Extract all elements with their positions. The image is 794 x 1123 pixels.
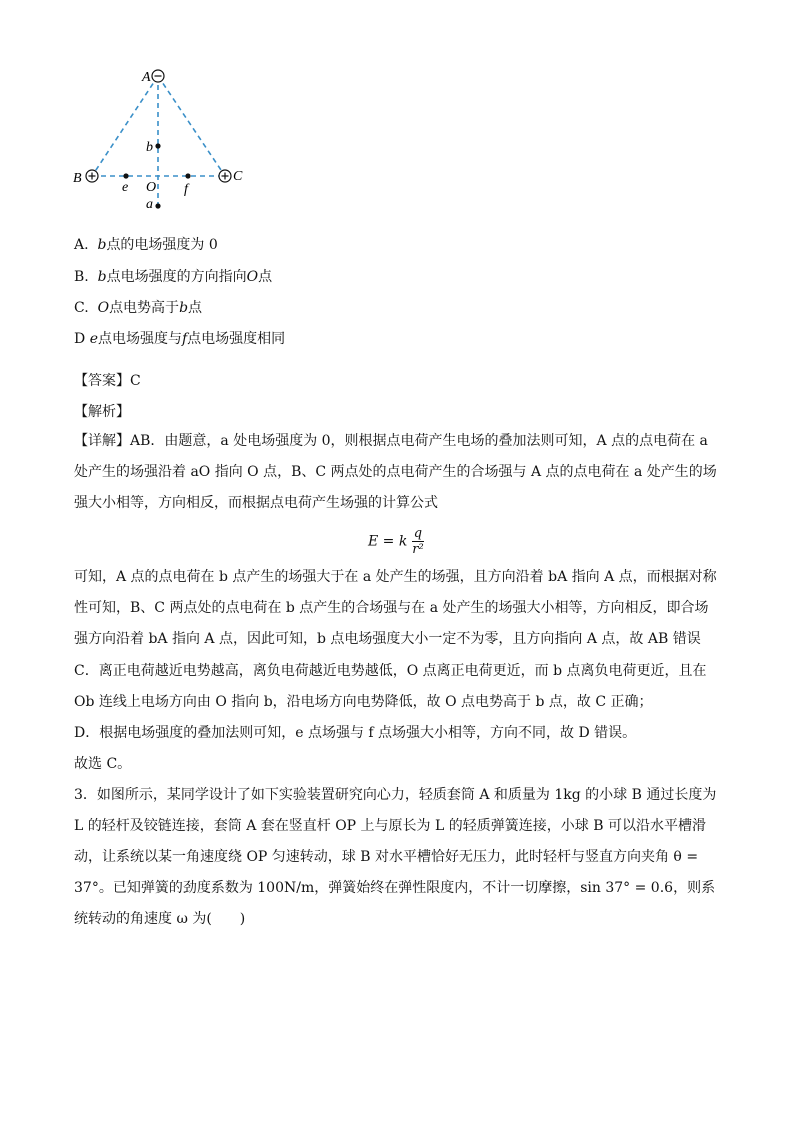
answer-value: C [130,373,141,389]
detail-paragraph-4: D．根据电场强度的叠加法则可知，e 点场强与 f 点场强大小相等，方向不同，故 D 错误。 [74,725,637,741]
label-b: b [146,140,153,155]
label-A: A [142,70,151,85]
detail-paragraph-2: 可知，A 点的点电荷在 b 点产生的场强大于在 a 处产生的场强，且方向沿着 bA 指向 A 点，而根据对称性可知，B、C 两点处的点电荷在 b 点产生的合场强与在 a 处产生的场强大小相等，方向相反，即合场强方向沿着 bA 指向 A 点，因此可知，b 点电场强度大小一定不为零，且方向指向 A 点，故 AB 错误 [74,569,717,647]
line-A-C [158,76,225,176]
charge-B-positive [86,170,98,182]
option-c: C. O点电势高于b点 [74,300,203,316]
option-a: A. b点的电场强度为 0 [74,237,218,253]
triangle-lines [92,76,225,206]
label-e: e [122,180,129,195]
analysis-label: 【解析】 [74,404,130,420]
label-a: a [146,197,153,212]
point-e [123,173,128,178]
detail-paragraph-1: 【详解】AB．由题意，a 处电场强度为 0，则根据点电荷产生电场的叠加法则可知，A 点的点电荷在 a 处产生的场强沿着 aO 指向 O 点，B、C 两点处的点电荷产生的合场强与 A 点的点电荷在 a 处产生的场强大小相等，方向相反，而根据点电荷产生场强的计算公式 [74,433,717,511]
line-A-B [92,76,158,176]
point-a [155,203,160,208]
answer-line [74,370,141,390]
option-b: B. b点电场强度的方向指向O点 [74,269,273,285]
field-formula: E = k $\frac{q}{\text{r²}}$ [368,526,424,557]
label-f: f [184,182,188,197]
point-b [155,143,160,148]
detail-paragraph-5: 故选 C。 [74,756,132,772]
question-3: 3．如图所示，某同学设计了如下实验装置研究向心力，轻质套筒 A 和质量为 1kg 的小球 B 通过长度为 L 的轻杆及铰链连接，套筒 A 套在竖直杆 OP 上与原长为 L 的轻质弹簧连接，小球 B 可以沿水平槽滑动，让系统以某一角速度绕 OP 匀速转动，球 B 对水平槽恰好无压力，此时轻杆与竖直方向夹角 θ = 37°。已知弹簧的劲度系数为 100N/m，弹簧始终在弹性限度内，不计一切摩擦，sin 37° = 0.6，则系统转动的角速度 ω 为( ) [74,787,717,927]
charge-C-positive [219,170,231,182]
option-d: D e点电场强度与f点电场强度相同 [74,331,286,347]
detail-paragraph-3: C．离正电荷越近电势越高，离负电荷越近电势越低，O 点离正电荷更近，而 b 点离负电荷更近，且在 Ob 连线上电场方向由 O 指向 b，沿电场方向电势降低，故 O 点电势高于 b 点，故 C 正确； [74,663,707,710]
point-f [185,173,190,178]
answer-label: 【答案】 [74,373,130,389]
charge-triangle-figure [60,60,260,220]
charge-A-negative [152,70,164,82]
label-C: C [233,169,243,184]
label-O: O [146,180,157,195]
label-B: B [73,171,82,186]
